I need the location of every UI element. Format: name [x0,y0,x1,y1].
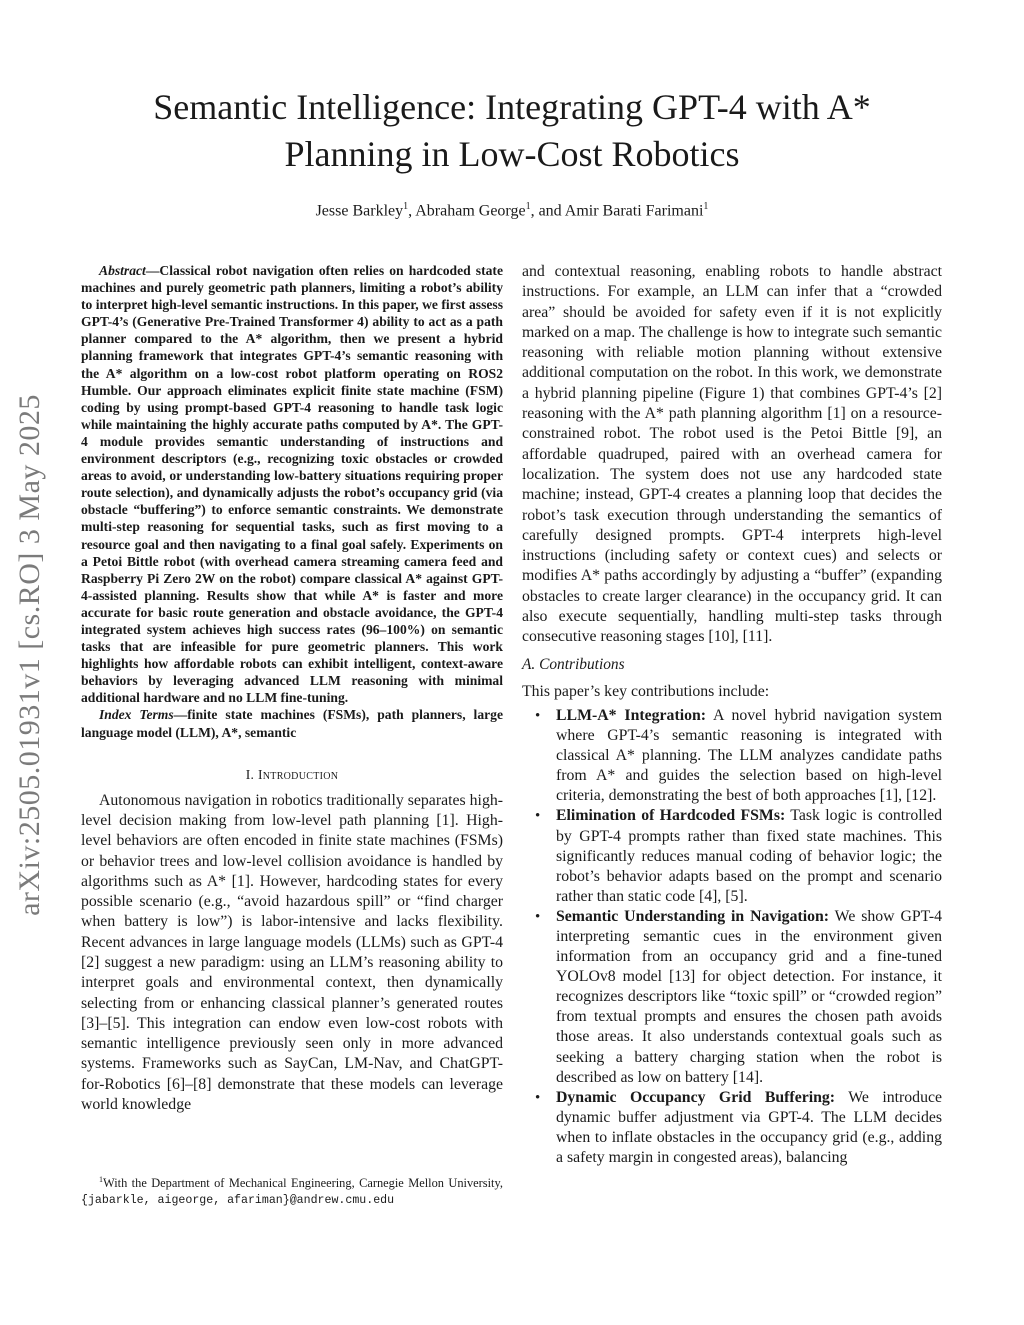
author-name: Abraham George [415,202,526,220]
list-item [522,806,942,906]
index-terms-text: finite state machines (FSMs), path planners, large language model (LLM), A*, semantic [81,707,503,740]
list-item [522,706,942,806]
list-item [522,907,942,1088]
list-item-text: We show GPT-4 interpreting semantic cues in the environment given information from an occupancy grid and a fine-tuned YOLOv8 model [13] for object detection. For instance, it recognizes descriptors like “toxic spill” or “crowded region” from textual prompts and ensures the chosen path avoids those areas. It also understands contextual goals such as seeking a battery charging station when the robot is described as low on battery [14]. [556,907,943,1086]
list-item-text: We introduce dynamic buffer adjustment via GPT-4. The LLM decides when to inflate obstacles in the occupancy grid (e.g., adding a safety margin in congested areas), balancing [556,1088,942,1166]
author-emails: {jabarkle, aigeorge, afariman}@andrew.cmu.edu [81,1194,395,1208]
author-separator: , [408,202,416,220]
bullet-icon: • [535,808,541,825]
abstract-dash: — [145,263,160,278]
list-item-text: Task logic is controlled by GPT-4 prompts rather than fixed state machines. This significantly reduces manual coding of behavior logic; the robot’s behavior adapts based on the prompt and scenario rather than static code [4], [5]. [556,807,942,905]
contributions-list [522,706,942,1168]
bullet-icon: • [535,908,541,925]
author-name: Amir Barati Farimani [564,202,704,220]
introduction-paragraph: Autonomous navigation in robotics traditionally separates high-level decision making from low-level path planning [1]. High-level behaviors are often encoded in finite state machines (FSMs) or behavior trees and low-level collision avoidance is handled by algorithms such as A* [1]. However, hardcoding states for every possible scenario (e.g., “avoid hazardous spill” or “find charger when battery is low”) is labor-intensive and lacks flexibility. Recent advances in large language models (LLMs) such as GPT-4 [2] suggest a new paradigm: using an LLM’s reasoning ability to interpret goals and environmental context, then dynamically selecting from or enhancing classical planner’s generated routes [3]–[5]. This integration can endow even low-cost robots with semantic intelligence previously seen only in more advanced systems. Frameworks such as SayCan, LM-Nav, and ChatGPT-for-Robotics [6]–[8] demonstrate that these models can leverage world knowledge [81,791,503,1114]
author-name: Jesse Barkley [315,202,404,220]
right-column [522,262,942,1168]
index-terms-dash: — [173,707,188,723]
section-title: Introduction [257,766,339,782]
section-number: I. [245,766,258,782]
author-affiliation-mark: 1 [403,201,409,212]
arxiv-identifier-stamp [8,350,52,960]
abstract [81,262,503,706]
index-terms [81,706,503,740]
author-list [60,201,964,220]
abstract-label: Abstract [99,263,146,278]
list-item-label: LLM-A* Integration: [556,706,707,724]
list-item-label: Dynamic Occupancy Grid Buffering: [556,1088,836,1106]
footnote-mark: 1 [99,1175,103,1184]
paper-title-line-2: Planning in Low-Cost Robotics [284,134,740,174]
paper-title [60,84,964,178]
list-item-text: A novel hybrid navigation system where GPT-4’s semantic reasoning is integrated with classical A* planning. The LLM analyzes candidate paths from A* and guides the selection based on high-level criteria, demonstrating the best of both approaches [1], [12]. [556,706,943,805]
author-separator: , and [530,202,565,220]
footnote-text: With the Department of Mechanical Engineering, Carnegie Mellon University, [103,1176,503,1191]
paper-title-line-1: Semantic Intelligence: Integrating GPT-4 with A* [153,87,871,127]
affiliation-footnote [81,1172,503,1209]
contributions-intro: This paper’s key contributions include: [522,682,770,700]
index-terms-label: Index Terms [99,707,174,723]
subsection-heading-contributions: A. Contributions [522,655,625,673]
section-heading-introduction [81,767,503,783]
introduction-continuation: and contextual reasoning, enabling robots to handle abstract instructions. For example, an LLM can infer that a “crowded area” should be avoided for safety even if it is not explicitly marked on a map. The challenge is how to integrate such semantic reasoning with reliable motion planning without extensive additional computation on the robot. In this work, we demonstrate a hybrid planning pipeline (Figure 1) that combines GPT-4’s [2] reasoning with the A* path planning algorithm [1] on a resource-constrained robot. The robot used is the Petoi Bittle [9], an affordable quadruped, paired with an overhead camera for localization. The system does not use any hardcoded state machine; instead, GPT-4 creates a planning loop that decides the robot’s task execution through understanding the semantics of carefully designed prompts. GPT-4 interprets high-level instructions (including safety or context cues) and selects or modifies A* paths accordingly by adjusting a “buffer” (expanding obstacles to create larger clearance) in the occupancy grid. It can also execute sequentially, handling multi-step tasks through consecutive reasoning stages [10], [11]. [522,263,942,646]
bullet-icon: • [535,1089,541,1106]
abstract-text: Classical robot navigation often relies on hardcoded state machines and purely geometric path planners, limiting a robot’s ability to interpret high-level semantic instructions. In this paper, we first assess GPT-4’s (Generative Pre-Trained Transformer 4) ability to act as a path planner compared to the A* algorithm, then we present a hybrid planning framework that integrates GPT-4’s semantic reasoning with the A* algorithm on a low-cost robot platform operating on ROS2 Humble. Our approach eliminates explicit finite state machine (FSM) coding by using prompt-based GPT-4 reasoning to handle task logic while maintaining the highly accurate paths computed by A*. The GPT-4 module provides semantic understanding of instructions and environment descriptors (e.g., recognizing toxic obstacles or crowded areas to avoid, or understanding low-battery situations requiring proper route selection), and dynamically adjusts the robot’s occupancy grid (via obstacle “buffering”) to enforce semantic constraints. We demonstrate multi-step reasoning for sequential tasks, such as first moving to a resource goal and then navigating to a final goal safely. Experiments on a Petoi Bittle robot (with overhead camera streaming camera feed and Raspberry Pi Zero 2W on the robot) compare classical A* against GPT-4-assisted planning. Results show that while A* is faster and more accurate for basic route generation and obstacle avoidance, the GPT-4 integrated system achieves high success rates (96–100%) on semantic tasks that are infeasible for pure geometric planners. This work highlights how affordable robots can exhibit intelligent, context-aware behaviors by leveraging advanced LLM reasoning with minimal additional hardware and no LLM fine-tuning. [81,263,503,706]
list-item [522,1088,942,1168]
author-affiliation-mark: 1 [703,201,709,212]
list-item-label: Elimination of Hardcoded FSMs: [556,807,786,825]
author-affiliation-mark: 1 [525,201,531,212]
left-column [81,262,503,1115]
arxiv-identifier-text: arXiv:2505.01931v1 [cs.RO] 3 May 2025 [13,394,46,916]
list-item-label: Semantic Understanding in Navigation: [556,907,830,925]
bullet-icon: • [535,707,541,724]
